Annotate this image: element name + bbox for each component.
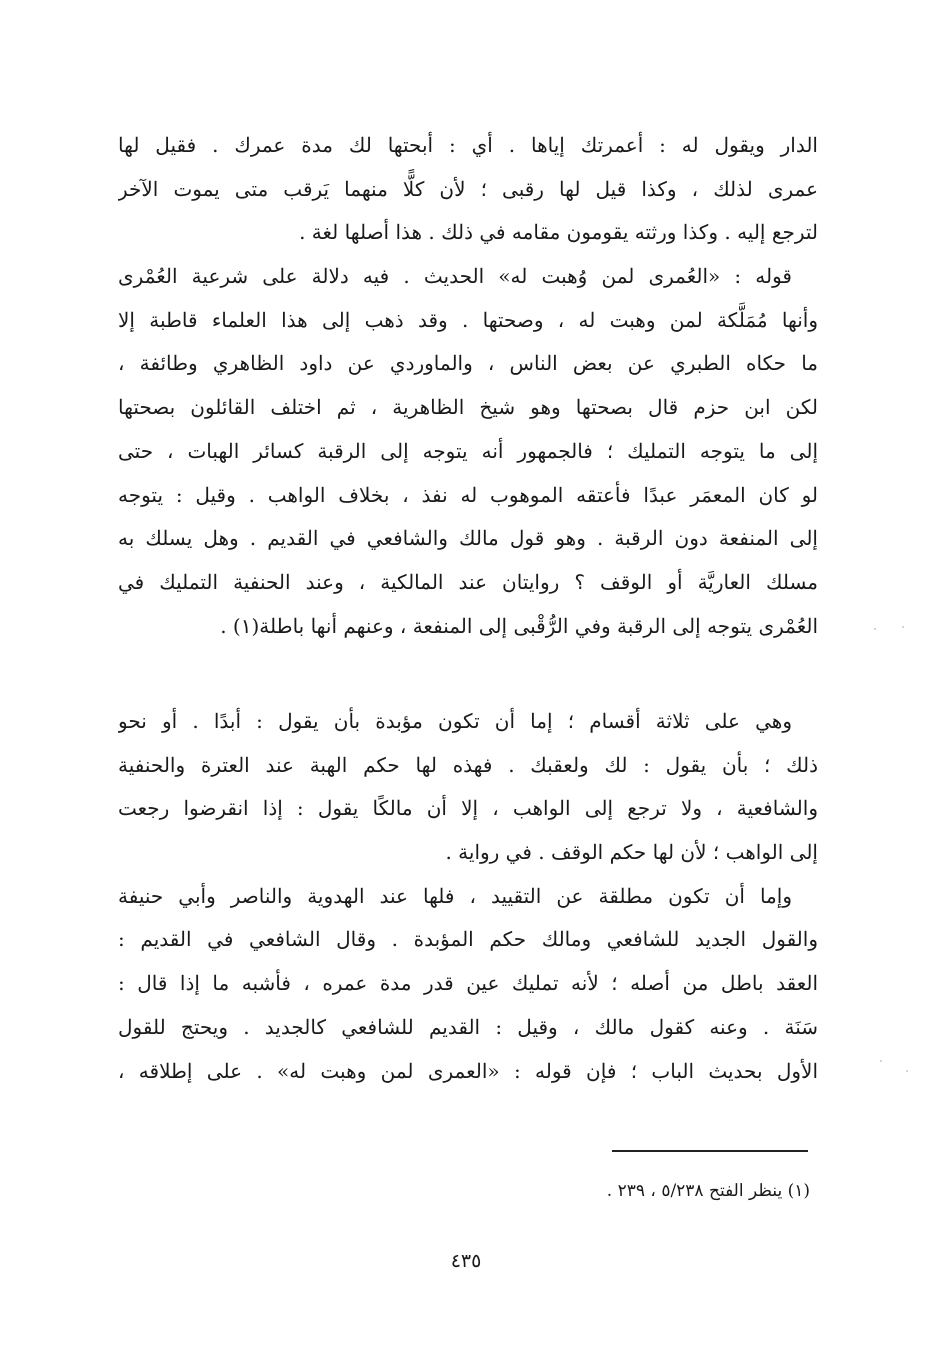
text-line: قوله : «العُمرى لمن وُهبت له» الحديث . فيه دلالة على شرعية العُمْرى [118, 264, 792, 289]
text-line: العُمْرى يتوجه إلى الرقبة وفي الرُّقْبى إلى المنفعة ، وعنهم أنها باطلة(١) . [220, 613, 818, 638]
paragraph-1 [118, 124, 818, 255]
paragraph-4 [118, 875, 818, 1093]
text-line: لو كان المعمَر عبدًا فأعتقه الموهوب له نفذ ، بخلاف الواهب . وقيل : يتوجه [118, 482, 818, 507]
scan-speck [880, 1060, 882, 1062]
text-line: والشافعية ، ولا ترجع إلى الواهب ، إلا أن مالكًا يقول : إذا انقرضوا رجعت [118, 796, 818, 821]
text-line: لكن ابن حزم قال بصحتها وهو شيخ الظاهرية ، ثم اختلف القائلون بصحتها [118, 395, 818, 420]
scan-speck [902, 626, 904, 628]
scan-speck [906, 1070, 908, 1072]
text-line: ذلك ؛ بأن يقول : لك ولعقبك . فهذه لها حكم الهبة عند العترة والحنفية [118, 752, 818, 777]
text-line: إلى الواهب ؛ لأن لها حكم الوقف . في رواية . [445, 840, 818, 865]
page-number: ٤٣٥ [450, 1250, 482, 1272]
text-line: وإما أن تكون مطلقة عن التقييد ، فلها عند الهدوية والناصر وأبي حنيفة [118, 883, 792, 908]
text-line: والقول الجديد للشافعي ومالك حكم المؤبدة . وقال الشافعي في القديم : [118, 927, 818, 952]
footnote: (١) ينظر الفتح ٥/٢٣٨ ، ٢٣٩ . [606, 1181, 810, 1201]
text-line: إلى المنفعة دون الرقبة . وهو قول مالك والشافعي في القديم . وهل يسلك به [118, 526, 818, 551]
paragraph-3 [118, 700, 818, 875]
text-line: لترجع إليه . وكذا ورثته يقومون مقامه في ذلك . هذا أصلها لغة . [299, 220, 818, 245]
text-line: سَنَة . وعنه كقول مالك ، وقيل : القديم للشافعي كالجديد . ويحتج للقول [118, 1014, 818, 1039]
main-text-upper [118, 124, 818, 648]
text-line: وأنها مُمَلَّكة لمن وهبت له ، وصحتها . وقد ذهب إلى هذا العلماء قاطبة إلا [118, 307, 818, 332]
text-line: الدار ويقول له : أعمرتك إياها . أي : أبحتها لك مدة عمرك . فقيل لها [118, 133, 818, 157]
text-line: العقد باطل من أصله ؛ لأنه تمليك عين قدر مدة عمره ، فأشبه ما إذا قال : [118, 971, 818, 996]
text-line: وهي على ثلاثة أقسام ؛ إما أن تكون مؤبدة بأن يقول : أبدًا . أو نحو [118, 709, 792, 733]
text-line: ما حكاه الطبري عن بعض الناس ، والماوردي عن داود الظاهري وطائفة ، [118, 351, 818, 376]
text-line: مسلك العاريَّة أو الوقف ؟ روايتان عند المالكية ، وعند الحنفية التمليك في [118, 569, 818, 594]
text-line: إلى ما يتوجه التمليك ؛ فالجمهور أنه يتوجه إلى الرقبة كسائر الهبات ، حتى [118, 438, 818, 463]
scan-speck [874, 628, 876, 630]
paragraph-2 [118, 255, 818, 648]
text-line: الأول بحديث الباب ؛ فإن قوله : «العمرى لمن وهبت له» . على إطلاقه ، [118, 1058, 818, 1083]
main-text-lower [118, 700, 818, 1093]
text-line: عمرى لذلك ، وكذا قيل لها رقبى ؛ لأن كلًّا منهما يَرقب متى يموت الآخر [118, 176, 818, 201]
footnote-divider [612, 1150, 808, 1152]
